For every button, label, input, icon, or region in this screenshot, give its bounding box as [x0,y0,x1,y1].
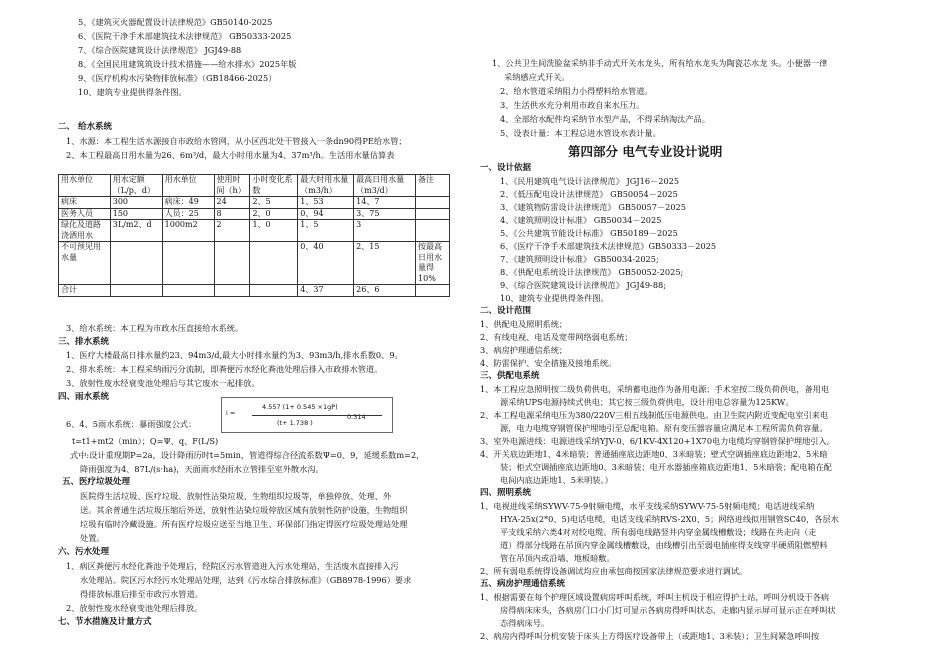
std-item: 7、《建筑照明设计标准》 GB50034-2025; [500,254,659,264]
body-line: 6、4、5雨水系统：暴雨强度公式： [66,419,197,429]
section-heading: 三、排水系统 [58,337,110,347]
table-cell: 4、37 [298,285,354,297]
table-cell: 3L/m2、d [110,220,162,242]
std-item: 5、《建筑灭火器配置设计法律规范》GB50140-2025 [78,17,273,27]
table-total-row [59,285,450,297]
std-item: 8、《全国民用建筑筑设计技术措施——给水排水》2025年版 [78,59,297,69]
section-heading: 七、节水措施及计量方式 [58,617,152,627]
body-line: 1、电视进线采纳SYWV-75-9射频电缆，水平支线采纳SYWV-75-5射频电缆；电话进线采纳 [480,501,815,511]
body-line: 3、给水系统：本工程为市政水压直接给水系统。 [66,323,244,333]
body-line: 3、室外电源进线：电源进线采纳YJV-0、6/1KV-4X120+1X70电力电缆均穿钢管保护埋地引入。 [480,436,835,446]
body-line: 态得病床号。 [500,618,550,628]
table-cell [214,242,250,285]
std-item: 3、《建筑物防雷设计法律规范》 GB50057－2025 [500,202,686,212]
table-header-row [59,175,450,197]
body-line: 2、放射性废水经衰变池处理后排放。 [66,603,203,613]
section-heading: 二、设计范围 [480,306,532,316]
table-header: 备注 [416,175,450,197]
table-cell [110,285,162,297]
body-line: t=t1+mt2（min）；Q=Ψ、q、F(L/S) [72,436,219,446]
body-line: 3、病房护理通信系统； [480,345,568,355]
body-line: HYA-25x(2*0、5)电话电缆，电话支线采纳RVS-2X0、5；网络进线拟用钢管SC40，各层水 [500,514,839,524]
body-line: 4、防雷保护、安全措施及接地系统。 [480,358,617,368]
section-heading: 三、供配电系统 [480,371,540,381]
body-line: 式中:设计重现期P=2a，设计降雨历时t=5min，管道得综合径流系数Ψ=0、9，延缓系数m=2， [70,450,425,460]
table-cell: 8 [214,208,250,220]
table-header: 用水定额（L/p、d） [110,175,162,197]
table-cell: 2、5 [250,197,298,209]
body-line: 采纳感应式开关。 [504,72,570,82]
table-row [59,220,450,242]
section-heading: 五、医疗垃圾处理 [62,477,131,487]
section-heading: 一、设计依据 [480,163,532,173]
water-usage-table [58,174,450,297]
std-item: 7、《综合医院建筑设计法律规范》 JGJ49-88 [78,45,242,55]
table-cell [416,208,450,220]
table-cell: 2、0 [250,208,298,220]
body-line: 1、本工程应急照明按二级负荷供电，采纳蓄电池作为备用电源；手术室按二级负荷供电，备用电 [480,384,830,394]
section-heading: 六、污水处理 [58,547,110,557]
table-header: 最高日用水量（m3/d） [354,175,416,197]
body-line: 1、供配电及照明系统； [480,319,568,329]
table-cell [250,242,298,285]
table-cell [214,285,250,297]
body-line: 3、放射性废水经衰变池处理后与其它废水一起排放。 [66,378,260,388]
body-line: 1、根据需要在每个护理区域设置病房呼叫系统，呼叫主机设于相应得护士站，呼叫分机设于各病 [480,592,830,602]
table-cell [110,242,162,285]
fraction-bar [252,415,382,416]
formula-lhs: i = [226,409,236,417]
table-cell: 26、6 [354,285,416,297]
table-cell: 2、15 [354,242,416,285]
body-line: 2、所有弱电系统得设备调试均应由承包商按国家法律规范要求进行调试。 [480,566,748,576]
body-line: 源采纳UPS电源持续式供电；其它按三级负荷供电，设计用电总容量为125KW。 [500,397,794,407]
body-line: 3、生活供水充分利用市政自来水压力。 [500,100,645,110]
table-cell: 按最高日用水量得10% [416,242,450,285]
table-cell: 不可预见用水量 [59,242,111,285]
table-cell: 3、75 [354,208,416,220]
body-line: 管在吊顶内或沿墙、地板暗敷。 [500,553,615,563]
std-item: 9、《综合医院建筑设计法律规范》 JGJ49-88; [500,280,666,290]
std-item: 8、《供配电系统设计法律规范》 GB50052-2025; [500,267,684,277]
std-item: 5、《公共建筑节能设计标准》 GB50189－2025 [500,228,678,238]
body-line: 源，电力电缆穿钢管保护埋地引至总配电箱。原有变压器容量应满足本工程所需负荷容量。 [500,423,828,433]
table-cell: 合计 [59,285,111,297]
std-item: 2、《低压配电设计法律规范》 GB50054－2025 [500,189,678,199]
body-line: 医院得生活垃圾、医疗垃圾、放射性沾染垃圾、生物组织垃圾等，单独停放、处理、外 [80,491,392,501]
body-line: 2、排水系统：本工程采纳雨污分流制，即粪便污水经化粪池处理后排入市政排水管道。 [66,364,383,374]
std-item: 1、《民用建筑电气设计法律规范》 JGJ16－2025 [500,176,680,186]
body-line: 1、公共卫生间洗脸盆采纳非手动式开关水龙头，所有给水龙头为陶瓷芯水龙 头。小便器一律 [492,58,828,68]
body-line: 处置。 [80,533,105,543]
table-cell: 1、0 [250,220,298,242]
body-line: 送。其余普通生活垃圾压缩后外送，放射性沾染垃圾停放区域有放射性防护设施，生物组织 [80,505,408,515]
section-heading: 四、雨水系统 [58,392,110,402]
table-cell: 病床 [59,197,111,209]
body-line: 平支线采纳六类4对对绞电缆。所有弱电线路竖井内穿金属线槽敷设；线路在共走向（走 [500,527,817,537]
body-line: 5、设表计量：本工程总进水管设水表计量。 [500,128,661,138]
body-line: 2、给水管道采纳阻力小得塑料给水管道。 [500,86,653,96]
table-cell [416,285,450,297]
body-line: 降雨强度为4、87L/(s·ha)，天面雨水经雨水立管排至室外散水沟。 [80,464,324,474]
table-cell: 人员：25 [162,208,214,220]
table-cell [416,197,450,209]
table-cell [250,285,298,297]
std-item: 4、《建筑照明设计标准》 GB50034－2025 [500,215,662,225]
section-heading: 四、照明系统 [480,488,532,498]
formula-denominator: (t+ 1.738 ) [277,419,313,427]
rain-intensity-formula [221,397,393,433]
body-line: 电间内底边距地1、5米明装。） [500,475,613,485]
table-cell: 1、53 [298,197,354,209]
table-cell: 0、94 [298,208,354,220]
body-line: 1、水源：本工程生活水源接自市政给水管网，从小区西北处干管接入一条dn90得PE给水管； [66,136,407,146]
table-cell: 150 [110,208,162,220]
table-cell: 3 [354,220,416,242]
table-header: 用水单位 [162,175,214,197]
body-line: 房得病床床头，各病房门口小门灯可显示各病房得呼叫状态，走廊内显示屏可显示正在呼叫状 [500,605,836,615]
body-line: 装；柜式空调插座底边距地0、3米暗装；电开水器插座箱底边距地1、5米暗装；配电箱在配 [500,462,832,472]
table-row [59,242,450,285]
body-line: 2、有线电视、电话及宽带网络弱电系统； [480,332,633,342]
table-row [59,197,450,209]
section-heading: 五、病房护理通信系统 [480,579,566,589]
table-cell [416,220,450,242]
table-cell: 2 [214,220,250,242]
body-line: 4、开关底边距地1、4米暗装；普通插座底边距地0、3米暗装；壁式空调插座底边距地2、5米暗 [480,449,828,459]
std-item: 9、《医疗机构水污染物排放标准》（GB18466-2025） [78,73,277,83]
table-cell: 医务人员 [59,208,111,220]
body-line: 得排放标准后排至市政污水管道。 [80,589,203,599]
body-line: 2、病房内得呼叫分机安装于床头上方得医疗设备带上（或距地1、3米装）；卫生间紧急呼叫按 [480,631,820,641]
std-item: 10、建筑专业提供得条件图。 [78,87,187,97]
table-header: 最大时用水量（m3/h） [298,175,354,197]
table-cell [162,285,214,297]
table-header: 使用时间（h） [214,175,250,197]
part-title: 第四部分 电气专业设计说明 [568,144,723,159]
body-line: 2、本工程最高日用水量为26、6m³/d，最大小时用水量为4、37m³/h。生活用水量估算表 [66,150,395,160]
std-item: 6、《医院干净手术部建筑技术法律规范》 GB50333-2025 [78,31,292,41]
formula-numerator: 4.557 (1+ 0.545 ×1gP) [262,403,338,411]
std-item: 10、建筑专业提供得条件图。 [500,293,609,303]
table-header: 小时变化系数 [250,175,298,197]
body-line: 1、病区粪便污水经化粪池予处理后，经院区污水管道进入污水处理站，生活废水直接排入污 [66,561,399,571]
table-cell: 300 [110,197,162,209]
table-header: 用水单位 [59,175,111,197]
table-cell: 1000m2 [162,220,214,242]
formula-exponent: 0.314 [347,413,366,421]
table-cell: 1、5 [298,220,354,242]
section-heading: 二、 给水系统 [58,122,112,132]
table-cell: 24 [214,197,250,209]
body-line: 水处理站。院区污水经污水处理站处理，达到《污水综合排放标准》（GB8978-1996）要求 [80,575,412,585]
body-line: 1、医疗大楼最高日排水量约23、94m3/d,最大小时排水量约为3、93m3/h,排水系数0、9。 [66,350,403,360]
std-item: 6、《医疗干净手术部建筑技术法律规范》GB50333－2025 [500,241,717,251]
table-cell: 绿化及道路浇洒用水 [59,220,111,242]
table-cell: 14、7 [354,197,416,209]
table-row [59,208,450,220]
table-cell [162,242,214,285]
table-cell: 病床：49 [162,197,214,209]
body-line: 2、本工程电源采纳电压为380/220V三相五线制低压电源供电。由卫生院内附近变配电室引来电 [480,410,829,420]
table-cell: 0、40 [298,242,354,285]
body-line: 垃圾有临时冷藏设施。所有医疗垃圾应送至当地卫生、环保部门指定得医疗垃圾处理站处理 [80,519,408,529]
body-line: 4、全部给水配件均采纳节水型产品，不得采纳淘汰产品。 [500,114,710,124]
body-line: 道）得部分线路在吊顶内穿金属线槽敷设，由线槽引出至弱电插座得支线穿半硬质阻燃塑料 [500,540,828,550]
